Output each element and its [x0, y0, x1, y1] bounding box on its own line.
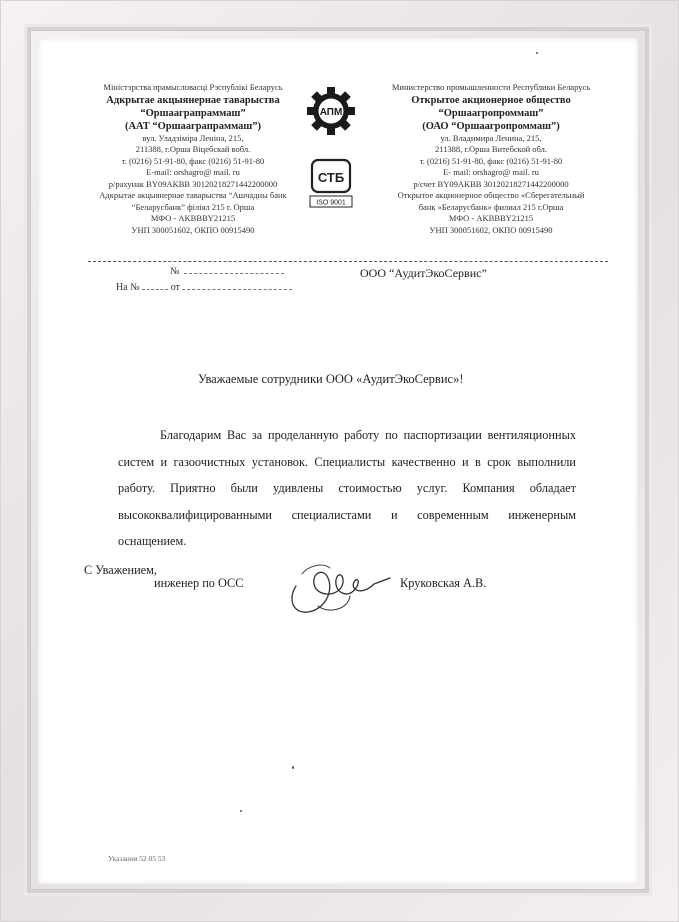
handwritten-signature: [278, 548, 398, 618]
left-mfo: МФО - AKBBBY21215: [150, 213, 236, 223]
right-bank2: банк «Беларусбанк» филиал 215 г.Орша: [418, 201, 564, 212]
greeting: Уважаемые сотрудники ООО «АудитЭкоСервис»!: [198, 372, 464, 386]
right-bank: Открытое акционерное общество «Сберегательный: [397, 190, 585, 200]
left-bank2: “Беларусбанк” філіял 215 г. Орша: [131, 201, 255, 212]
right-org-short: (ОАО “Оршаагропроммаш”): [422, 120, 560, 132]
na-blank: [142, 289, 168, 290]
left-phone: т. (0216) 51-91-80, факс (0216) 51-91-80: [121, 155, 265, 166]
header-divider: [88, 261, 608, 262]
print-footer: Указания 52 05 53: [108, 854, 166, 863]
company-gear-logo: [306, 86, 356, 136]
number-label: №: [170, 266, 180, 277]
recipient: ООО “АудитЭкоСервис”: [360, 266, 487, 280]
scan-speck: [240, 810, 242, 812]
ot-label: от: [170, 282, 180, 293]
letter-body: Благодарим Вас за проделанную работу по паспортизации вентиляционных систем и газоочистных установок. Специалисты качественно и в срок выполнили работу. Приятно были удивлены стоимостью услуг. Компания обладает высококвалифицированными специалистами и современным инженерным оснащением.: [118, 428, 576, 548]
right-account: р/счет BY09AKBB 30120218271442200000: [413, 178, 569, 189]
right-email: E- mail: orshagro@ mail. ru: [443, 167, 539, 177]
gear-logo-text: АПМ: [319, 107, 343, 118]
date-blank: [182, 289, 292, 290]
left-org-name: “Оршаагрaпраммаш”: [140, 107, 246, 119]
scan-speck: [292, 766, 294, 769]
right-city: 211388, г.Орша Витебской обл.: [434, 144, 548, 154]
certification-logo: [308, 158, 354, 210]
right-ministry: Министерство промышленности Республики Беларусь: [391, 82, 591, 92]
right-address: ул. Владимира Ленина, 215,: [440, 132, 542, 143]
right-mfo: МФО - AKBBBY21215: [448, 213, 534, 223]
left-unp: УНП 300051602, ОКПО 00915490: [131, 224, 255, 235]
left-bank: Адкрытае акцыянернае таварыства “Ашчадны банк: [99, 190, 287, 200]
scan-speck: [536, 52, 538, 54]
na-label: На №: [116, 282, 140, 293]
number-blank: [184, 273, 284, 274]
right-letterhead: [356, 82, 626, 236]
signer-position: инженер по ОСС: [154, 576, 244, 590]
left-email: E-mail: orshagro@ mail. ru: [146, 167, 240, 177]
left-account: р/рахунак BY09AKBB 30120218271442200000: [108, 178, 278, 189]
left-org-short: (ААТ “Оршаагрaпраммаш”): [124, 120, 262, 132]
left-org-type: Адкрытае акцыянернае таварыства: [106, 94, 280, 106]
right-phone: т. (0216) 51-91-80, факс (0216) 51-91-80: [419, 155, 563, 166]
right-org-type: Открытое акционерное общество: [411, 94, 571, 106]
stb-mark-text: СТБ: [317, 170, 345, 185]
right-unp: УНП 300051602, ОКПО 00915490: [429, 224, 553, 235]
right-org-name: “Оршаагропроммаш”: [438, 107, 544, 119]
left-letterhead: [68, 82, 318, 236]
iso-mark-text: ISO 9001: [316, 199, 346, 207]
left-address: вул. Уладзіміра Леніна, 215,: [142, 132, 244, 143]
letter-page: [38, 38, 638, 884]
reference-number: [116, 282, 292, 293]
outgoing-number: [170, 266, 284, 277]
closing: С Уважением,: [84, 563, 157, 577]
left-city: 211388, г.Орша Віцебскай вобл.: [135, 144, 251, 154]
left-ministry: Міністэрства прамысловасці Рэспублікі Беларусь: [103, 82, 283, 92]
signer-name: Круковская А.В.: [400, 576, 487, 590]
